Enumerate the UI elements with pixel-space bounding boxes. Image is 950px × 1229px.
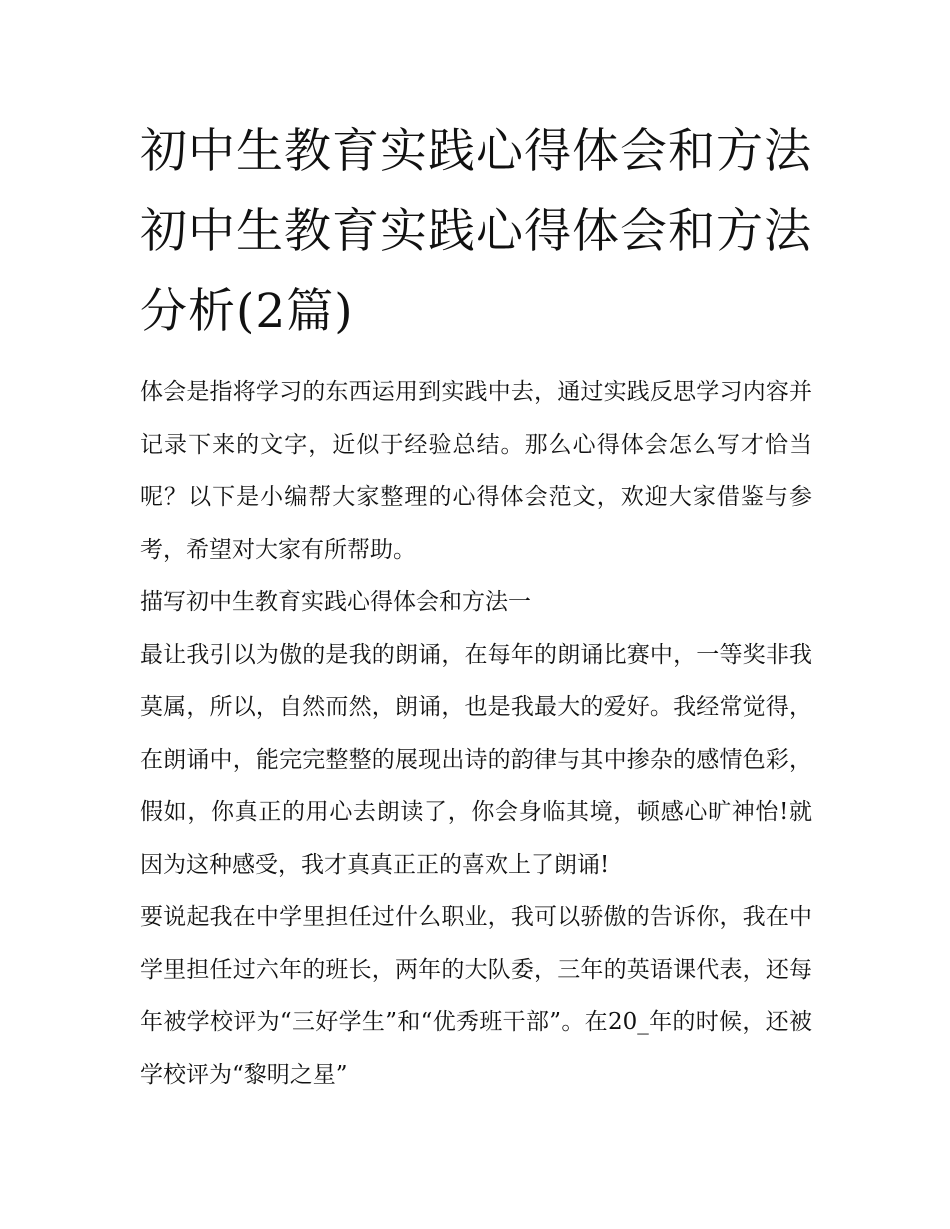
document-title: 初中生教育实践心得体会和方法 初中生教育实践心得体会和方法分析(2篇): [140, 124, 812, 339]
intro-paragraph: 体会是指将学习的东西运用到实践中去，通过实践反思学习内容并记录下来的文字，近似于经验总结。那么心得体会怎么写才恰当呢？以下是小编帮大家整理的心得体会范文，欢迎大家借鉴与参考，希望对大家有所帮助。: [140, 379, 812, 563]
document-page: [140, 112, 812, 1101]
body-paragraph: 要说起我在中学里担任过什么职业，我可以骄傲的告诉你，我在中学里担任过六年的班长，两年的大队委，三年的英语课代表，还每年被学校评为“三好学生”和“优秀班干部”。在20_年的时候，还被学校评为“黎明之星”: [140, 904, 812, 1088]
body-paragraph: 最让我引以为傲的是我的朗诵，在每年的朗诵比赛中，一等奖非我莫属，所以，自然而然，朗诵，也是我最大的爱好。我经常觉得，在朗诵中，能完完整整的展现出诗的韵律与其中掺杂的感情色彩，假如，你真正的用心去朗读了，你会身临其境，顿感心旷神怡!就因为这种感受，我才真真正正的喜欢上了朗诵!: [140, 641, 812, 878]
section-heading: 描写初中生教育实践心得体会和方法一: [140, 589, 531, 615]
